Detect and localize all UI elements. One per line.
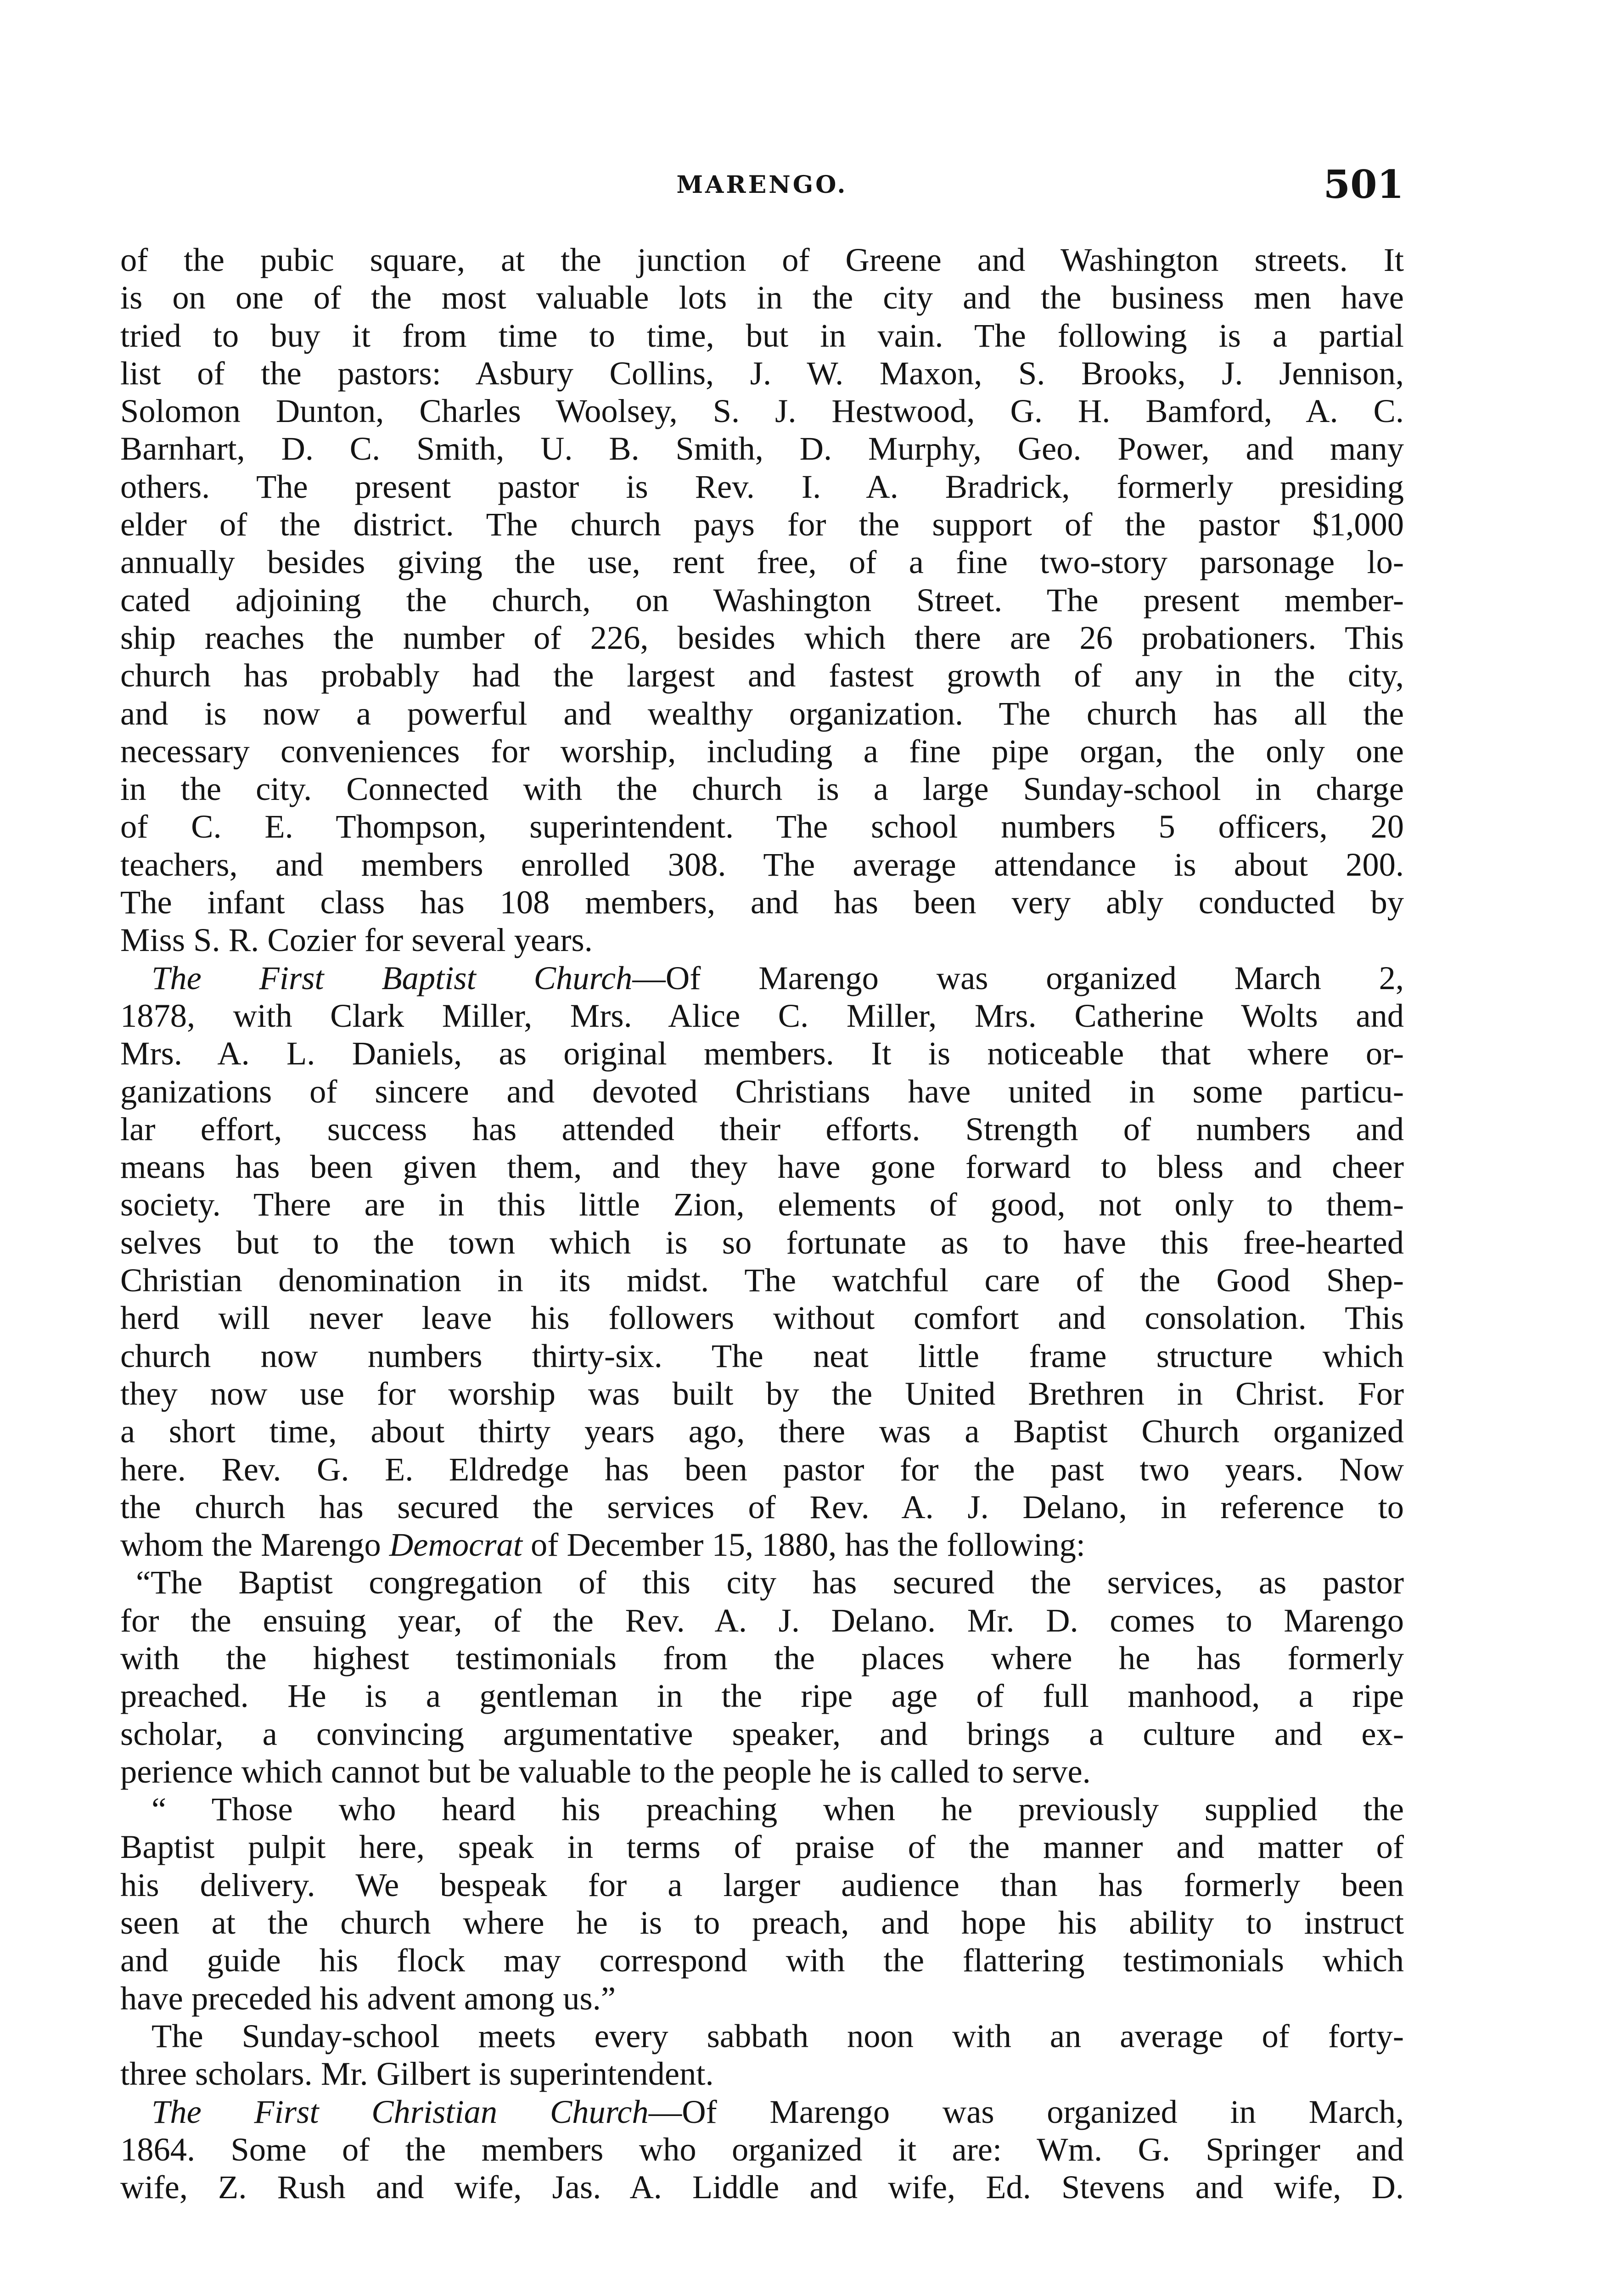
line-text: Barnhart, D. C. Smith, U. B. Smith, D. Murphy, Geo. Power, and many (120, 430, 1404, 467)
text-line (120, 241, 1404, 279)
text-line (120, 1073, 1404, 1110)
line-text: Baptist pulpit here, speak in terms of praise of the manner and matter of (120, 1828, 1404, 1866)
text-line (120, 468, 1404, 506)
line-text: teachers, and members enrolled 308. The average attendance is about 200. (120, 845, 1404, 883)
line-text: “The Baptist congregation of this city has secured the services, as pastor (136, 1564, 1404, 1601)
text-line (120, 808, 1404, 845)
text-line (120, 695, 1404, 732)
text-line (120, 619, 1404, 657)
running-head (120, 162, 1404, 217)
line-text: necessary conveniences for worship, including a fine pipe organ, the only one (120, 732, 1404, 770)
line-text: here. Rev. G. E. Eldredge has been pastor for the past two years. Now (120, 1450, 1404, 1488)
text-line (120, 2131, 1404, 2168)
text-line (120, 1337, 1404, 1375)
line-text: The Sunday-school meets every sabbath noon with an average of forty- (152, 2017, 1404, 2054)
text-line (120, 279, 1404, 316)
text-line (120, 1488, 1404, 1526)
line-text: 1864. Some of the members who organized it are: Wm. G. Springer and (120, 2130, 1404, 2168)
line-text: annually besides giving the use, rent free, of a fine two-story parsonage lo- (120, 543, 1404, 581)
line-text: for the ensuing year, of the Rev. A. J. Delano. Mr. D. comes to Marengo (120, 1601, 1404, 1639)
line-text: Mrs. A. L. Daniels, as original members. It is noticeable that where or- (120, 1035, 1404, 1072)
text-line (120, 1148, 1404, 1186)
text-line (120, 657, 1404, 694)
text-line (120, 732, 1404, 770)
text-line (120, 430, 1404, 467)
running-title: MARENGO. (676, 171, 848, 199)
text-line (120, 1602, 1404, 1639)
text-line (120, 1299, 1404, 1337)
line-text: the church has secured the services of Rev. A. J. Delano, in reference to (120, 1488, 1404, 1525)
body-text (120, 241, 1404, 2206)
line-text: perience which cannot but be valuable to the people he is called to serve. (120, 1752, 1091, 1790)
text-line (120, 2168, 1404, 2206)
line-text: and guide his flock may correspond with the flattering testimonials which (120, 1941, 1404, 1979)
line-text: his delivery. We bespeak for a larger audience than has formerly been (120, 1866, 1404, 1903)
text-line (120, 506, 1404, 543)
text-line (120, 1261, 1404, 1299)
line-text: —Of Marengo was organized in March, (648, 2093, 1404, 2130)
line-text: The infant class has 108 members, and has been very ably conducted by (120, 884, 1404, 921)
line-text: in the city. Connected with the church is a large Sunday-school in charge (120, 770, 1404, 808)
line-text: ganizations of sincere and devoted Christians have united in some particu- (120, 1072, 1404, 1110)
text-line (120, 1677, 1404, 1715)
text-line (120, 2093, 1404, 2131)
line-text: and is now a powerful and wealthy organization. The church has all the (120, 694, 1404, 732)
line-text: Christian denomination in its midst. The watchful care of the Good Shep- (120, 1261, 1404, 1299)
line-text: seen at the church where he is to preach, and hope his ability to instruct (120, 1904, 1404, 1941)
text-line (120, 1639, 1404, 1677)
text-line (120, 2055, 1404, 2093)
text-line (120, 1526, 1404, 1564)
line-text: “ Those who heard his preaching when he previously supplied the (152, 1790, 1404, 1828)
text-line (120, 846, 1404, 884)
line-text: tried to buy it from time to time, but in vain. The following is a partial (120, 316, 1404, 354)
text-line (120, 997, 1404, 1035)
line-text: of the pubic square, at the junction of Greene and Washington streets. It (120, 241, 1404, 278)
line-text: a short time, about thirty years ago, there was a Baptist Church organized (120, 1412, 1404, 1450)
line-text: three scholars. Mr. Gilbert is superintendent. (120, 2055, 714, 2093)
line-text: elder of the district. The church pays for the support of the pastor $1,000 (120, 506, 1404, 543)
text-line (120, 1110, 1404, 1148)
line-text: means has been given them, and they have gone forward to bless and cheer (120, 1148, 1404, 1186)
line-text: cated adjoining the church, on Washington Street. The present member- (120, 581, 1404, 619)
publication-title: Democrat (389, 1526, 522, 1564)
text-line (120, 1753, 1404, 1790)
text-line (120, 355, 1404, 392)
text-line (120, 921, 1404, 959)
line-text: —Of Marengo was organized March 2, (632, 959, 1404, 996)
text-line (120, 543, 1404, 581)
line-text: Miss S. R. Cozier for several years. (120, 921, 593, 959)
text-line (120, 1451, 1404, 1488)
text-line (120, 2017, 1404, 2055)
line-text: society. There are in this little Zion, elements of good, not only to them- (120, 1186, 1404, 1223)
line-text: church has probably had the largest and fastest growth of any in the city, (120, 657, 1404, 694)
line-text: scholar, a convincing argumentative speaker, and brings a culture and ex- (120, 1715, 1404, 1752)
line-text: have preceded his advent among us.” (120, 1979, 616, 2017)
line-text: of C. E. Thompson, superintendent. The school numbers 5 officers, 20 (120, 808, 1404, 845)
section-heading: The First Christian Church (152, 2093, 649, 2130)
text-line (120, 1866, 1404, 1904)
text-line (120, 1904, 1404, 1941)
text-line (120, 317, 1404, 355)
line-text: list of the pastors: Asbury Collins, J. W. Maxon, S. Brooks, J. Jennison, (120, 354, 1404, 392)
text-line (120, 1980, 1404, 2017)
line-text: lar effort, success has attended their efforts. Strength of numbers and (120, 1110, 1404, 1148)
line-text: Solomon Dunton, Charles Woolsey, S. J. Hestwood, G. H. Bamford, A. C. (120, 392, 1404, 430)
line-text: 1878, with Clark Miller, Mrs. Alice C. Miller, Mrs. Catherine Wolts and (120, 996, 1404, 1034)
text-line (120, 392, 1404, 430)
section-heading: The First Baptist Church (152, 959, 633, 996)
line-text: they now use for worship was built by the United Brethren in Christ. For (120, 1374, 1404, 1412)
line-text: whom the Marengo (120, 1526, 389, 1564)
text-line (120, 1224, 1404, 1261)
text-line (120, 1564, 1404, 1601)
line-text: with the highest testimonials from the places where he has formerly (120, 1639, 1404, 1677)
text-line (120, 884, 1404, 921)
text-line (120, 1941, 1404, 1979)
text-line (120, 1715, 1404, 1753)
line-text: wife, Z. Rush and wife, Jas. A. Liddle and wife, Ed. Stevens and wife, D. (120, 2168, 1404, 2206)
text-line (120, 1035, 1404, 1072)
text-line (120, 1186, 1404, 1223)
text-line (120, 1790, 1404, 1828)
text-line (120, 1412, 1404, 1450)
line-text: herd will never leave his followers without comfort and consolation. This (120, 1299, 1404, 1337)
page-number: 501 (1323, 162, 1404, 207)
line-text: others. The present pastor is Rev. I. A. Bradrick, formerly presiding (120, 467, 1404, 505)
line-text: selves but to the town which is so fortunate as to have this free-hearted (120, 1223, 1404, 1261)
line-text: is on one of the most valuable lots in the city and the business men have (120, 279, 1404, 316)
text-line (120, 1375, 1404, 1412)
text-line (120, 959, 1404, 997)
line-text: church now numbers thirty-six. The neat little frame structure which (120, 1337, 1404, 1374)
text-line (120, 1828, 1404, 1866)
line-text: of December 15, 1880, has the following: (522, 1526, 1086, 1564)
line-text: ship reaches the number of 226, besides which there are 26 probationers. This (120, 619, 1404, 656)
text-line (120, 770, 1404, 808)
line-text: preached. He is a gentleman in the ripe age of full manhood, a ripe (120, 1677, 1404, 1715)
text-line (120, 581, 1404, 619)
